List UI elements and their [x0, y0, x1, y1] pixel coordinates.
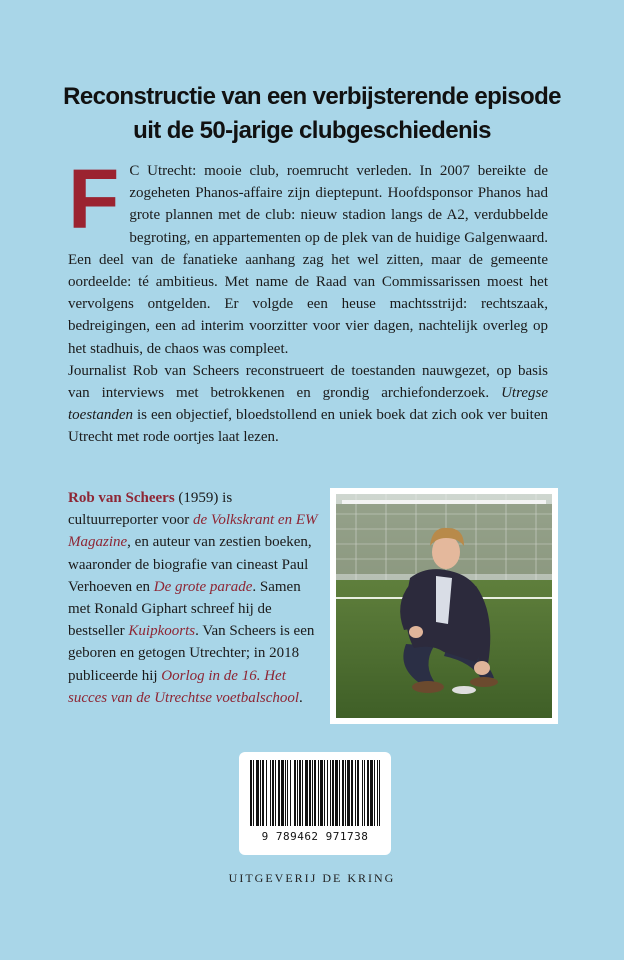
barcode-bar [287, 760, 288, 826]
bio-text-2: , en auteur van zestien boeken, waaronder de biografie van cineast Paul Verhoeven en [68, 534, 312, 595]
barcode-bar [266, 760, 267, 826]
barcode-bar [297, 760, 298, 826]
barcode-bar [332, 760, 334, 826]
barcode-bar [318, 760, 319, 826]
barcode-bar [351, 760, 353, 826]
barcode-bar [379, 760, 380, 826]
barcode-bar [256, 760, 259, 826]
barcode-bar [278, 760, 280, 826]
barcode-bar [355, 760, 356, 826]
barcode-bar [357, 760, 359, 826]
barcode-bar [342, 760, 344, 826]
barcode-bar [339, 760, 340, 826]
author-bio [68, 487, 318, 709]
author-photo [330, 488, 558, 724]
barcode-bar [285, 760, 286, 826]
barcode-bar [260, 760, 261, 826]
barcode-bar [299, 760, 301, 826]
barcode-bar [377, 760, 378, 826]
barcode-bar [281, 760, 284, 826]
barcode-bar [324, 760, 325, 826]
blurb [68, 152, 548, 449]
blurb-text-b: is een objectief, bloedstollend en uniek boek dat zich ook ver buiten Utrecht met rode oortjes laat lezen. [68, 407, 548, 446]
barcode-bar [370, 760, 373, 826]
bio-book-3: Oorlog in de 16. Het succes van de Utrechtse voetbalschool [68, 667, 300, 706]
barcode-bar [302, 760, 303, 826]
barcode-bar [364, 760, 365, 826]
barcode-bar [270, 760, 271, 826]
barcode-bar [262, 760, 264, 826]
barcode-bar [250, 760, 252, 826]
bio-text-1: (1959) is cultuurreporter voor [68, 490, 233, 529]
isbn-number: 9 789462 971738 [261, 830, 369, 843]
barcode-bar [320, 760, 323, 826]
barcode-bar [290, 760, 291, 826]
book-title: Utregse toestanden [68, 385, 548, 424]
barcode-bar [367, 760, 369, 826]
barcode-bar [345, 760, 346, 826]
barcode-bar [253, 760, 254, 826]
author-name: Rob van Scheers [68, 490, 175, 506]
barcode-bar [362, 760, 363, 826]
headline [0, 80, 624, 148]
headline-line-1: Reconstructie van een verbijsterende episode [63, 83, 561, 110]
barcode-bar [312, 760, 313, 826]
bio-book-1: De grote parade [153, 578, 253, 595]
barcode [239, 752, 391, 855]
bio-publication: de Volkskrant en EW Magazine [68, 512, 318, 551]
drop-cap: F [68, 152, 120, 246]
bio-text-4: . Van Scheers is een geboren en getogen Utrechter; in 2018 publiceerde hij [68, 623, 315, 684]
barcode-bar [314, 760, 316, 826]
blurb-paragraph-1: C Utrecht: mooie club, roemrucht verleden. In 2007 bereikte de zogeheten Phanos-affaire zijn dieptepunt. Hoofdsponsor Phanos had grote plannen met de club: nieuw stadion langs de A2, verdubbelde begroting, en appartementen op de plek van de huidige Galgenwaard. Een deel van de fanatieke aanhang zag het wel zitten, maar de gemeente oordeelde: té ambitieus. Met name de Raad van Commissarissen moest het vervolgens ontgelden. Er volgde een heuse machtsstrijd: rechtszaak, bedreigingen, een ad interim voorzitter voor vier dagen, nachtelijk overleg op het stadhuis, de chaos was compleet. [68, 163, 548, 357]
blurb-text-a: Journalist Rob van Scheers reconstrueert de toestanden nauwgezet, op basis van interviews met betrokkenen en grondig archiefonderzoek. [68, 362, 548, 402]
barcode-bars [250, 760, 380, 826]
blurb-paragraph-2 [68, 360, 548, 449]
barcode-bar [374, 760, 375, 826]
barcode-bar [330, 760, 331, 826]
publisher-name: UITGEVERIJ DE KRING [228, 871, 396, 885]
barcode-bar [309, 760, 311, 826]
headline-line-2: uit de 50-jarige clubgeschiedenis [133, 117, 491, 144]
barcode-bar [347, 760, 350, 826]
barcode-bar [327, 760, 328, 826]
barcode-bar [305, 760, 308, 826]
barcode-bar [294, 760, 296, 826]
barcode-bar [272, 760, 274, 826]
bio-text-3: . Samen met Ronald Giphart schreef hij de bestseller [68, 578, 301, 640]
author-photo-illustration [336, 494, 552, 718]
bio-book-2: Kuipkoorts [128, 623, 196, 640]
barcode-bar [275, 760, 276, 826]
barcode-bar [335, 760, 338, 826]
bio-text-5: . [299, 689, 303, 706]
